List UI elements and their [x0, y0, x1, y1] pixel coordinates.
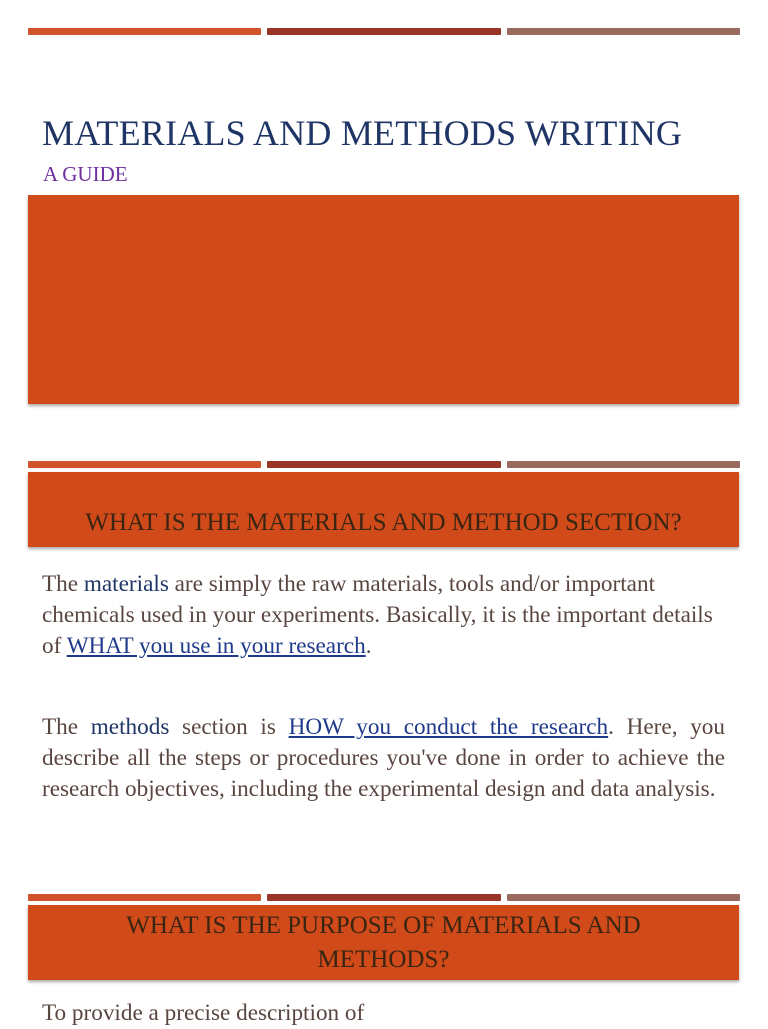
- accent-bar: [267, 28, 500, 35]
- accent-bar: [267, 894, 500, 901]
- slide-subtitle: A GUIDE: [43, 162, 128, 186]
- methods-paragraph: [42, 712, 725, 805]
- accent-bar: [507, 894, 740, 901]
- text: section is: [169, 714, 289, 740]
- slide-title: MATERIALS AND METHODS WRITING: [42, 113, 683, 153]
- section-heading: WHAT IS THE MATERIALS AND METHOD SECTION?: [85, 508, 682, 536]
- text: .: [365, 633, 372, 659]
- materials-paragraph: [42, 569, 725, 662]
- title-image-block: [28, 195, 739, 404]
- text: are simply the raw materials, tools and/or important chemicals used in your experiments. Basically, it is the important details of: [42, 571, 713, 659]
- section-heading-banner: [28, 472, 739, 547]
- highlight-term: materials: [83, 571, 169, 597]
- slide2-accent-bars: [28, 461, 740, 468]
- purpose-paragraph: To provide a precise description of: [42, 1000, 365, 1026]
- accent-bar: [507, 28, 740, 35]
- accent-bar: [28, 894, 261, 901]
- accent-bar: [28, 461, 261, 468]
- text: The: [42, 571, 84, 597]
- slide3-accent-bars: [28, 894, 740, 901]
- text: . Here, you describe all the steps or procedures you've done in order to achieve the research objectives, including the experimental design and data analysis.: [42, 714, 725, 802]
- highlight-term: methods: [90, 714, 170, 740]
- section-heading-line: METHODS?: [317, 945, 450, 973]
- section-heading-line: WHAT IS THE PURPOSE OF MATERIALS AND: [126, 911, 641, 939]
- text: The: [42, 714, 91, 740]
- emphasis-link[interactable]: WHAT you use in your research: [66, 633, 366, 659]
- accent-bar: [267, 461, 500, 468]
- slide1-accent-bars: [28, 28, 740, 35]
- emphasis-link[interactable]: HOW you conduct the research: [288, 714, 609, 740]
- accent-bar: [28, 28, 261, 35]
- section-heading-banner: [28, 905, 739, 980]
- accent-bar: [507, 461, 740, 468]
